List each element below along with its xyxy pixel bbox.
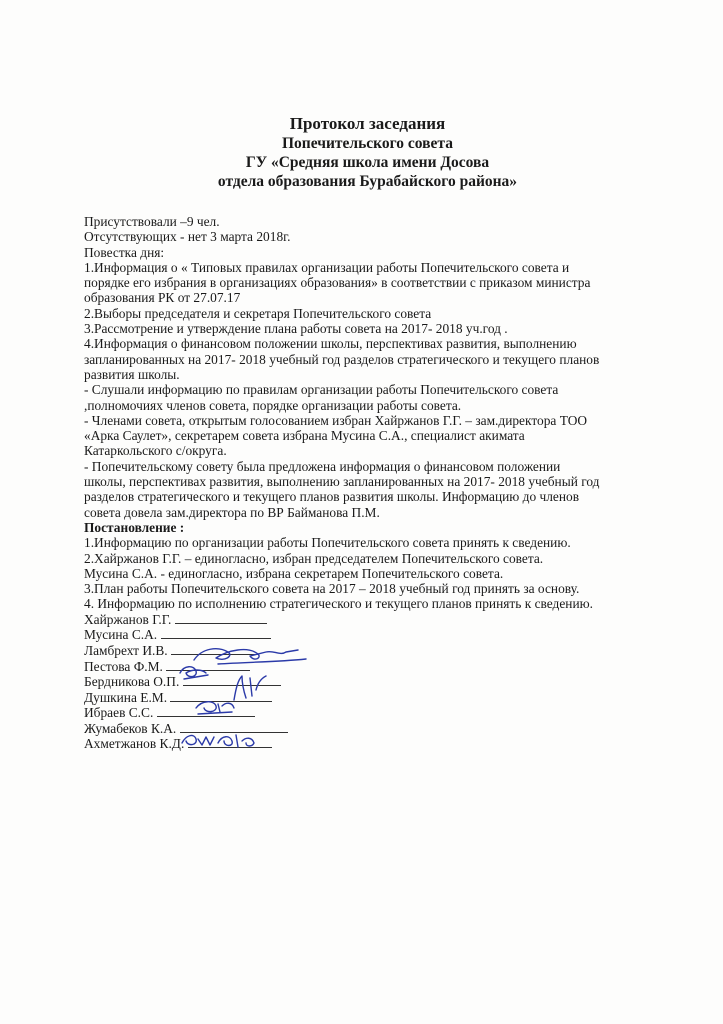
body-line: разделов стратегического и текущего планов развития школы. Информацию до членов — [84, 489, 580, 505]
body-line: Присутствовали –9 чел. — [84, 214, 220, 229]
resolution-line: Мусина С.А. - единогласно, избрана секретарем Попечительского совета. — [84, 565, 504, 581]
body-line: образования РК от 27.07.17 — [84, 290, 241, 306]
body-line: Катаркольского с/округа. — [84, 443, 227, 459]
resolution-line: 3.План работы Попечительского совета на 2017 – 2018 учебный год принять за основу. — [84, 581, 580, 597]
body-line: - Членами совета, открытым голосованием избран Хайржанов Г.Г. – зам.директора ТОО — [84, 412, 588, 428]
signatory-row — [84, 612, 664, 628]
body-line: - Слушали информацию по правилам организации работы Попечительского совета — [84, 382, 559, 398]
body-line: ,полномочиях членов совета, порядке организации работы совета. — [84, 397, 462, 413]
signatory-row — [84, 736, 664, 752]
signature-line — [171, 643, 259, 655]
signatory-name: Душкина Е.М. — [84, 689, 168, 705]
signatory-row — [84, 627, 664, 643]
signature-line — [157, 705, 255, 717]
signature-line — [166, 659, 250, 671]
signatory-name: Жумабеков К.А. — [84, 720, 177, 736]
signatory-row — [84, 674, 664, 690]
body-line: совета довела зам.директора по ВР Байманова П.М. — [84, 504, 380, 520]
signature-line — [161, 627, 271, 639]
signatory-row — [84, 705, 664, 721]
document-subtitle-line: отдела образования Бурабайского района» — [217, 173, 518, 190]
signature-line — [175, 612, 267, 624]
signatory-row — [84, 690, 664, 706]
body-line: - Попечительскому совету была предложена информация о финансовом положении — [84, 458, 561, 474]
signatory-row — [84, 721, 664, 737]
signature-line — [188, 736, 272, 748]
signatory-name: Ахметжанов К.Д. — [84, 736, 185, 752]
signatory-name: Мусина С.А. — [84, 627, 158, 643]
signatory-name: Бердникова О.П. — [84, 674, 180, 690]
body-line: школы, перспективах развития, выполнению запланированных на 2017- 2018 учебный год — [84, 474, 600, 490]
resolution-line: 4. Информацию по исполнению стратегического и текущего планов принять к сведению. — [84, 596, 593, 612]
body-line: развития школы. — [84, 366, 180, 382]
document-subtitle-line: Попечительского совета — [282, 135, 453, 152]
resolution-line: 1.Информацию по организации работы Попечительского совета принять к сведению. — [84, 535, 571, 551]
body-line: «Арка Саулет», секретарем совета избрана Мусина С.А., специалист акимата — [84, 428, 525, 444]
signature-line — [170, 690, 272, 702]
body-line: Отсутствующих - нет 3 марта 2018г. — [84, 229, 291, 245]
body-line: 3.Рассмотрение и утверждение плана работы совета на 2017- 2018 уч.год . — [84, 321, 508, 337]
signatory-row — [84, 643, 664, 659]
body-line: Повестка дня: — [84, 244, 165, 260]
document-subtitle-line: ГУ «Средняя школа имени Досова — [245, 154, 490, 171]
signature-block — [84, 612, 664, 752]
resolution-heading: Постановление : — [84, 519, 185, 535]
signature-line — [183, 674, 281, 686]
body-line: порядке его избрания в организациях образования» в соответствии с приказом министра — [84, 275, 591, 291]
body-line: 4.Информация о финансовом положении школы, перспективах развития, выполнению — [84, 336, 577, 352]
document-body — [84, 214, 664, 752]
resolution-line: 2.Хайржанов Г.Г. – единогласно, избран председателем Попечительского совета. — [84, 550, 544, 566]
signature-line — [180, 721, 288, 733]
signatory-row — [84, 659, 664, 675]
signatory-name: Хайржанов Г.Г. — [84, 611, 172, 627]
document-header — [0, 114, 723, 191]
body-line: запланированных на 2017- 2018 учебный год разделов стратегического и текущего планов — [84, 351, 600, 367]
body-line: 1.Информация о « Типовых правилах организации работы Попечительского совета и — [84, 259, 570, 275]
document-title: Протокол заседания — [289, 114, 446, 133]
signatory-name: Ибраев С.С. — [84, 705, 154, 721]
signatory-name: Пестова Ф.М. — [84, 658, 163, 674]
body-line: 2.Выборы председателя и секретаря Попечительского совета — [84, 305, 432, 321]
signatory-name: Ламбрехт И.В. — [84, 642, 168, 658]
